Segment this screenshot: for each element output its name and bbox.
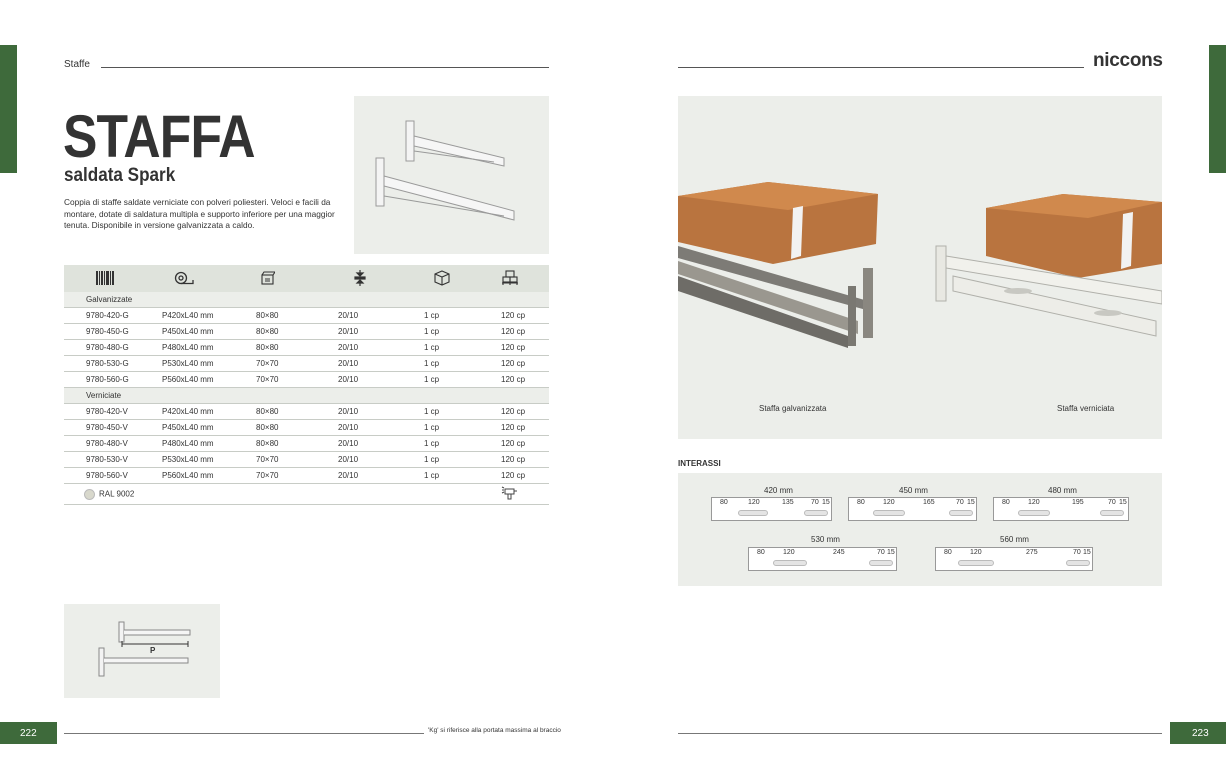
ral-label: RAL 9002 <box>99 489 135 499</box>
interasse-dimension: 70 <box>1073 549 1081 556</box>
interasse-dimension: 275 <box>1026 549 1038 556</box>
table-row <box>64 356 549 372</box>
interasse-title-560: 560 mm <box>1000 535 1029 544</box>
table-header-cell <box>501 265 549 292</box>
interasse-dimension: 120 <box>783 549 795 556</box>
table-header-cell <box>64 265 162 292</box>
table-cell: 9780-420-G <box>64 308 162 324</box>
group-label: Galvanizzate <box>64 292 549 308</box>
table-cell: 1 cp <box>424 404 501 420</box>
table-cell: 80×80 <box>256 420 338 436</box>
product-photo <box>678 96 1162 439</box>
package-box-icon <box>434 270 450 286</box>
slot-mark <box>1100 510 1124 516</box>
interasse-title-450: 450 mm <box>899 486 928 495</box>
interasse-dimension: 70 <box>1108 499 1116 506</box>
interasse-dimension: 80 <box>720 499 728 506</box>
interasse-dimension: 15 <box>822 499 830 506</box>
table-cell: 80×80 <box>256 404 338 420</box>
table-cell: 20/10 <box>338 468 424 484</box>
interasse-dimension: 120 <box>970 549 982 556</box>
interassi-title: INTERASSI <box>678 459 721 468</box>
interasse-diagram-480 <box>993 497 1129 521</box>
page-number-left: 222 <box>20 728 37 739</box>
slot-mark <box>873 510 905 516</box>
slot-mark <box>738 510 768 516</box>
table-cell: 9780-450-G <box>64 324 162 340</box>
table-cell: 20/10 <box>338 340 424 356</box>
slot-mark <box>804 510 828 516</box>
slot-mark <box>869 560 893 566</box>
table-row <box>64 404 549 420</box>
interasse-dimension: 120 <box>1028 499 1040 506</box>
table-row <box>64 308 549 324</box>
ral-row <box>64 484 549 505</box>
interasse-diagram-450 <box>848 497 977 521</box>
table-cell: 20/10 <box>338 356 424 372</box>
table-cell: 20/10 <box>338 404 424 420</box>
table-cell: 20/10 <box>338 308 424 324</box>
table-cell: 20/10 <box>338 452 424 468</box>
table-cell: 70×70 <box>256 452 338 468</box>
table-header-row <box>64 265 549 292</box>
table-cell: 80×80 <box>256 324 338 340</box>
table-cell: P560xL40 mm <box>162 468 256 484</box>
interasse-dimension: 245 <box>833 549 845 556</box>
depth-label: P <box>150 646 156 655</box>
slot-mark <box>949 510 973 516</box>
table-row <box>64 340 549 356</box>
group-row <box>64 388 549 404</box>
table-cell: 1 cp <box>424 324 501 340</box>
table-header-cell <box>256 265 338 292</box>
header-rule-left <box>101 67 549 68</box>
footer-note: 'Kg' si riferisce alla portata massima al braccio <box>428 727 561 734</box>
table-row <box>64 468 549 484</box>
table-cell: 9780-530-G <box>64 356 162 372</box>
table-cell: 9780-480-G <box>64 340 162 356</box>
table-cell: P530xL40 mm <box>162 452 256 468</box>
table-row <box>64 420 549 436</box>
interasse-dimension: 70 <box>877 549 885 556</box>
table-header-cell <box>338 265 424 292</box>
table-cell: 20/10 <box>338 372 424 388</box>
table-cell: 80×80 <box>256 436 338 452</box>
product-image <box>354 96 549 254</box>
table-cell: P420xL40 mm <box>162 404 256 420</box>
caption-painted: Staffa verniciata <box>1057 404 1115 413</box>
interasse-dimension: 70 <box>956 499 964 506</box>
interasse-dimension: 70 <box>811 499 819 506</box>
interasse-dimension: 80 <box>857 499 865 506</box>
interasse-dimension: 120 <box>883 499 895 506</box>
thickness-icon <box>354 270 366 286</box>
table-row <box>64 452 549 468</box>
table-cell: 70×70 <box>256 356 338 372</box>
interasse-diagram-530 <box>748 547 897 571</box>
page-number-right: 223 <box>1192 728 1209 739</box>
table-header-cell <box>162 265 256 292</box>
table-cell: 1 cp <box>424 468 501 484</box>
footer-rule-right <box>678 733 1162 734</box>
table-cell: 1 cp <box>424 372 501 388</box>
table-cell: 20/10 <box>338 324 424 340</box>
interasse-diagram-420 <box>711 497 832 521</box>
table-cell: 120 cp <box>501 468 549 484</box>
table-cell: 120 cp <box>501 324 549 340</box>
left-edge-tab <box>0 45 17 173</box>
table-cell: 9780-480-V <box>64 436 162 452</box>
table-cell: P480xL40 mm <box>162 436 256 452</box>
technical-diagram <box>64 604 220 698</box>
table-cell: 1 cp <box>424 436 501 452</box>
table-cell: 9780-530-V <box>64 452 162 468</box>
slot-mark <box>773 560 807 566</box>
interasse-dimension: 165 <box>923 499 935 506</box>
interasse-dimension: 80 <box>944 549 952 556</box>
table-cell: 120 cp <box>501 340 549 356</box>
ral-cell <box>64 484 501 505</box>
interasse-dimension: 15 <box>967 499 975 506</box>
box-section-icon <box>259 270 275 286</box>
ral-swatch <box>84 489 95 500</box>
table-cell: 70×70 <box>256 372 338 388</box>
table-cell: P530xL40 mm <box>162 356 256 372</box>
table-cell: 120 cp <box>501 308 549 324</box>
interasse-dimension: 135 <box>782 499 794 506</box>
table-cell: 80×80 <box>256 340 338 356</box>
interasse-title-530: 530 mm <box>811 535 840 544</box>
paint-spray-icon <box>501 486 519 500</box>
interasse-dimension: 195 <box>1072 499 1084 506</box>
slot-mark <box>1018 510 1050 516</box>
interasse-dimension: 15 <box>887 549 895 556</box>
table-cell: 9780-420-V <box>64 404 162 420</box>
table-cell: 9780-450-V <box>64 420 162 436</box>
table-cell: P450xL40 mm <box>162 324 256 340</box>
table-cell: 120 cp <box>501 452 549 468</box>
interasse-dimension: 15 <box>1083 549 1091 556</box>
interasse-dimension: 80 <box>757 549 765 556</box>
table-cell: 1 cp <box>424 340 501 356</box>
table-row <box>64 324 549 340</box>
table-cell: 9780-560-G <box>64 372 162 388</box>
table-cell: P450xL40 mm <box>162 420 256 436</box>
table-cell: P560xL40 mm <box>162 372 256 388</box>
group-label: Verniciate <box>64 388 549 404</box>
interasse-title-420: 420 mm <box>764 486 793 495</box>
interasse-dimension: 15 <box>1119 499 1127 506</box>
table-cell: 120 cp <box>501 420 549 436</box>
table-cell: 80×80 <box>256 308 338 324</box>
slot-mark <box>1066 560 1090 566</box>
section-title: Staffe <box>64 59 90 70</box>
header-rule-right <box>678 67 1084 68</box>
product-subtitle: saldata Spark <box>64 165 176 186</box>
table-cell: 120 cp <box>501 404 549 420</box>
product-description: Coppia di staffe saldate verniciate con polveri poliesteri. Veloci e facili da montare, dotate di saldatura multipla e supporto inferiore per una maggior tenuta. Disponibile in versione galvanizzata a caldo. <box>64 197 335 230</box>
table-cell: 120 cp <box>501 372 549 388</box>
table-row <box>64 436 549 452</box>
right-edge-tab <box>1209 45 1226 173</box>
table-cell: 20/10 <box>338 436 424 452</box>
barcode-icon <box>96 271 114 285</box>
interasse-dimension: 120 <box>748 499 760 506</box>
spec-table <box>64 265 549 505</box>
measuring-tape-icon <box>174 271 194 285</box>
interasse-title-480: 480 mm <box>1048 486 1077 495</box>
caption-galvanized: Staffa galvanizzata <box>759 404 827 413</box>
product-title: STAFFA <box>63 103 255 170</box>
footer-rule-left <box>64 733 424 734</box>
pallet-icon <box>501 270 519 286</box>
table-cell: 9780-560-V <box>64 468 162 484</box>
table-cell: 120 cp <box>501 356 549 372</box>
interasse-dimension: 80 <box>1002 499 1010 506</box>
table-header-cell <box>424 265 501 292</box>
table-cell: P420xL40 mm <box>162 308 256 324</box>
interasse-diagram-560 <box>935 547 1093 571</box>
table-cell: P480xL40 mm <box>162 340 256 356</box>
table-cell <box>501 484 549 505</box>
table-cell: 120 cp <box>501 436 549 452</box>
slot-mark <box>958 560 994 566</box>
table-cell: 1 cp <box>424 356 501 372</box>
group-row <box>64 292 549 308</box>
table-cell: 1 cp <box>424 452 501 468</box>
table-cell: 20/10 <box>338 420 424 436</box>
table-row <box>64 372 549 388</box>
brand-logo: niccons <box>1093 50 1163 71</box>
table-cell: 70×70 <box>256 468 338 484</box>
table-cell: 1 cp <box>424 308 501 324</box>
table-cell: 1 cp <box>424 420 501 436</box>
